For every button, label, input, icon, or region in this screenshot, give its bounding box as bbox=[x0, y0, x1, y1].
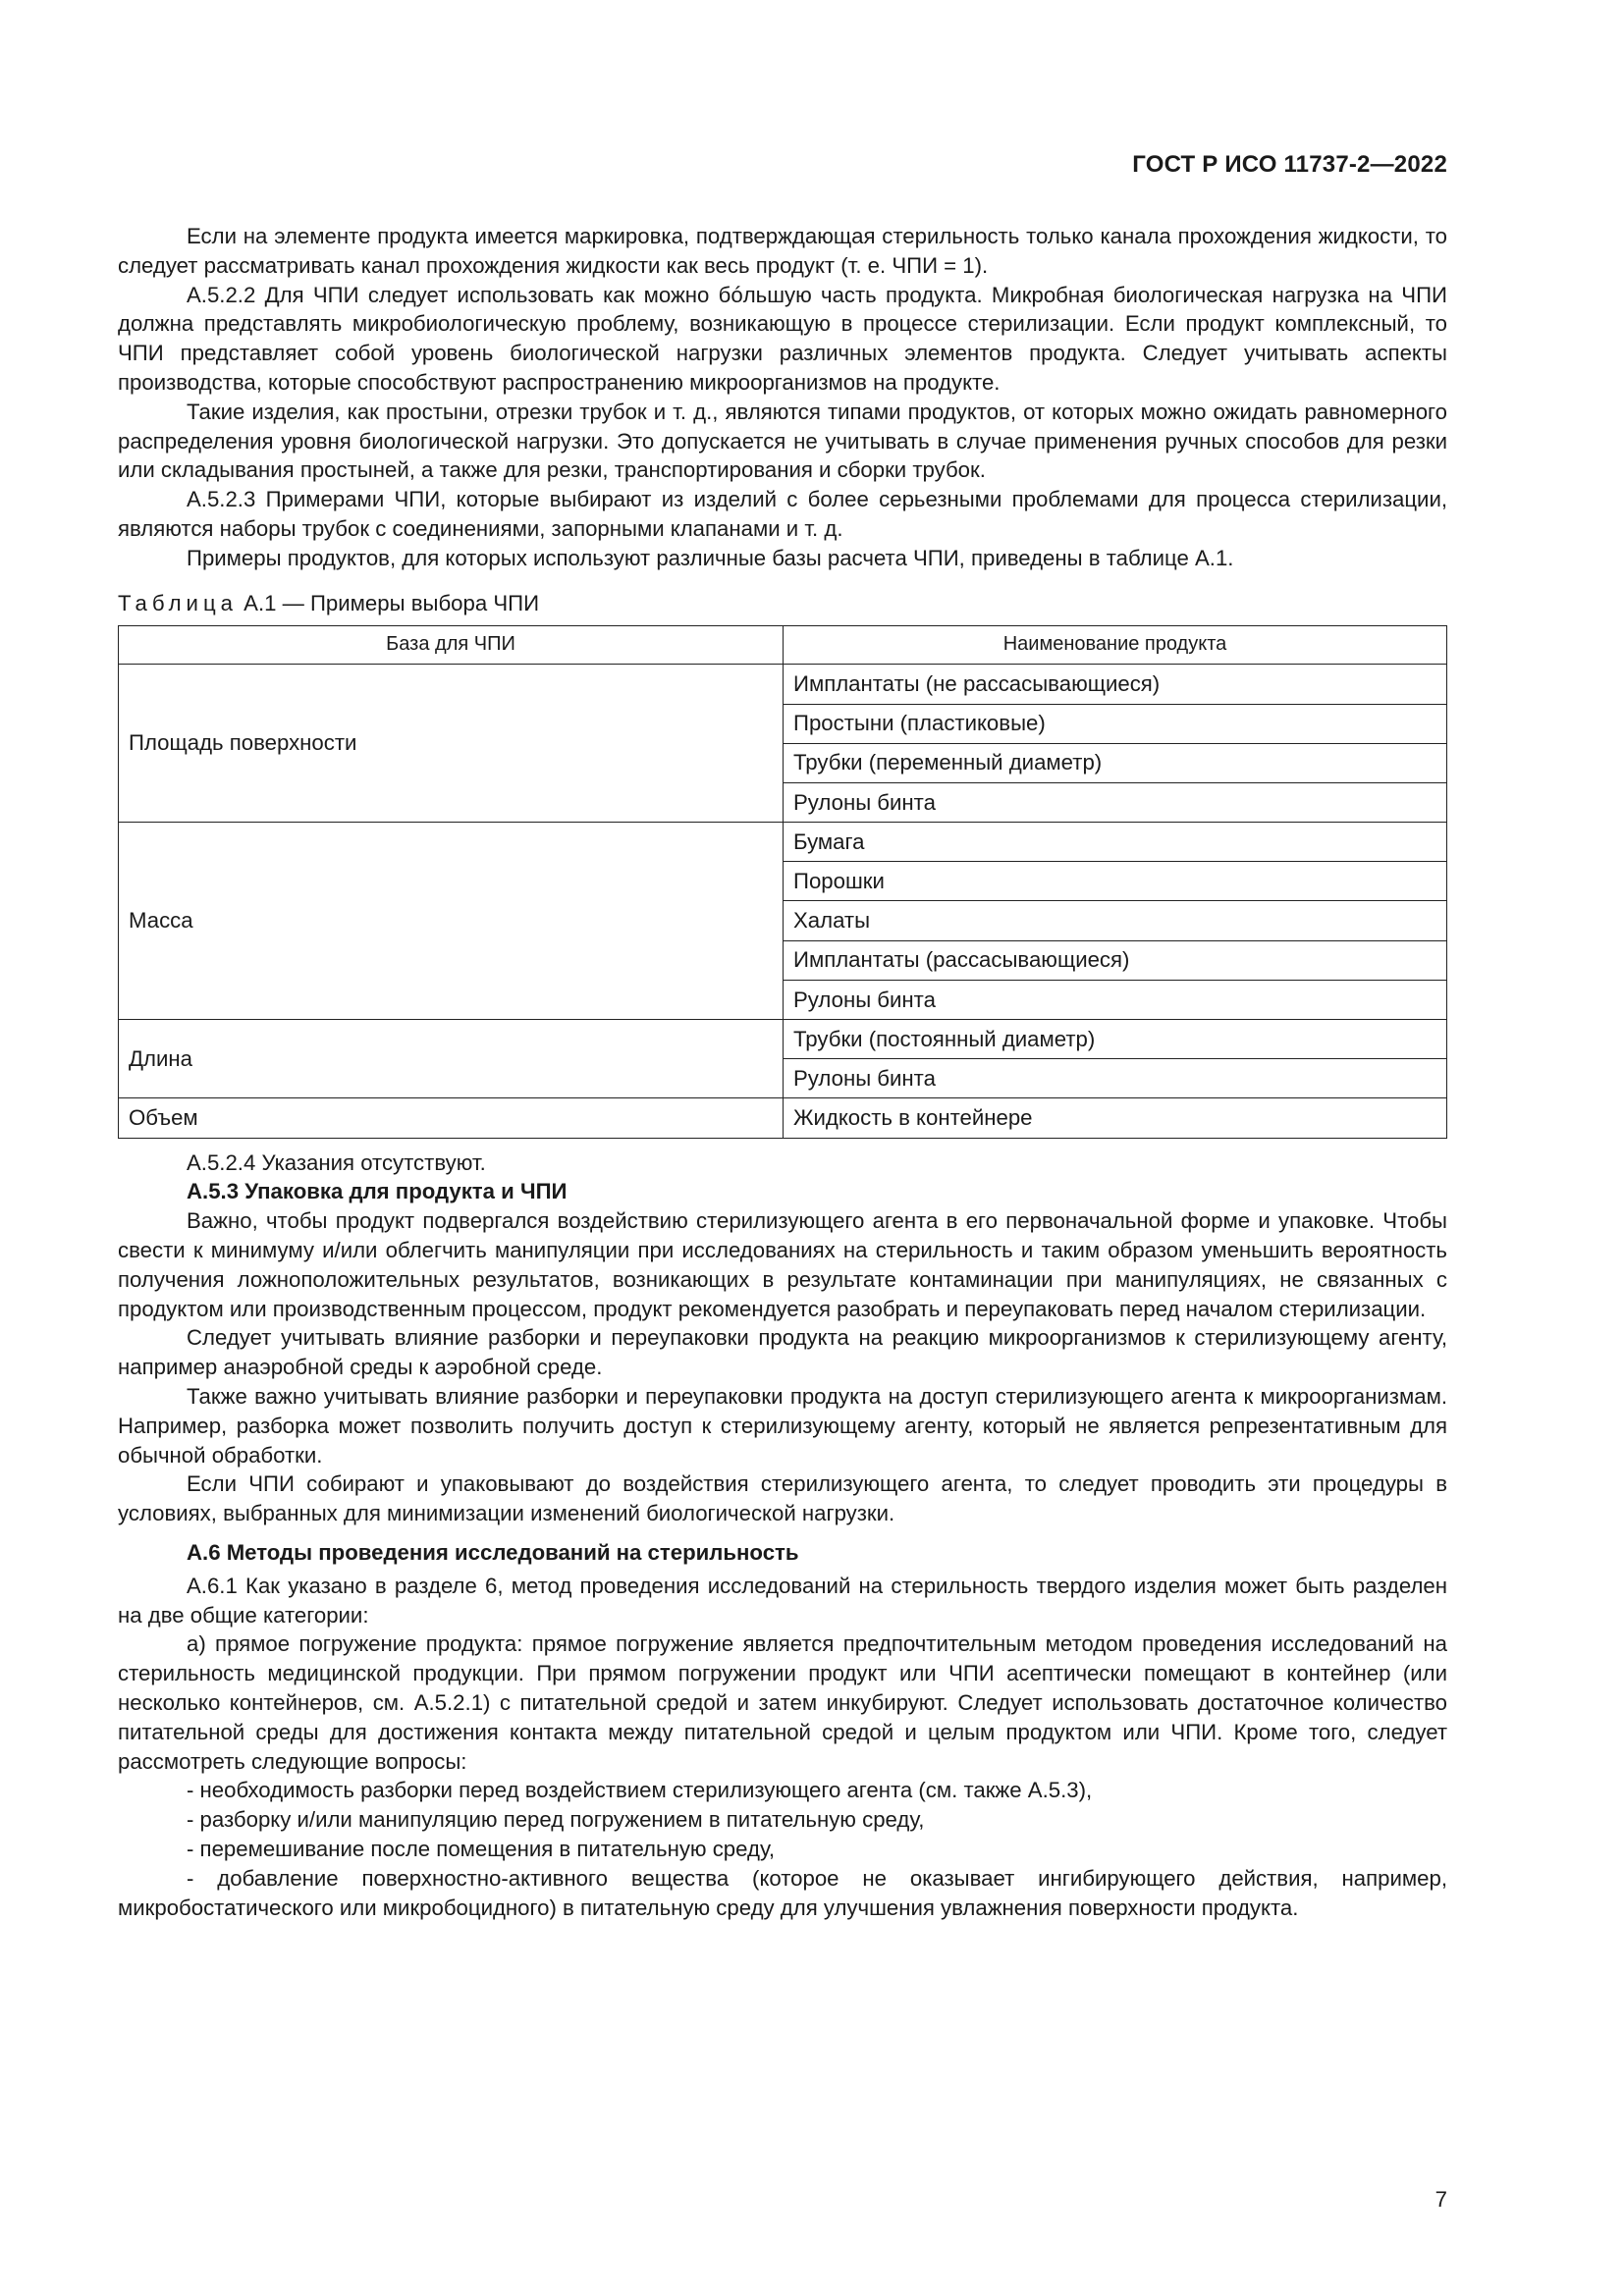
product-cell: Рулоны бинта bbox=[784, 980, 1447, 1019]
paragraph: Если на элементе продукта имеется маркировка, подтверждающая стерильность только канала прохождения жидкости, то следует рассматривать канал прохождения жидкости как весь продукт (т. е. ЧПИ = 1). bbox=[118, 224, 1447, 278]
product-cell: Имплантаты (не рассасывающиеся) bbox=[784, 665, 1447, 704]
paragraph: а) прямое погружение продукта: прямое погружение является предпочтительным методом проведения исследований на стерильность медицинской продукции. При прямом погружении продукт или ЧПИ асептически помещают в контейнер (или несколько контейнеров, см. А.5.2.1) с питательной средой и затем инкубируют. Следует использовать достаточное количество питательной среды для достижения контакта между питательной средой и целым продуктом или ЧПИ. Кроме того, следует рассмотреть следующие вопросы: bbox=[118, 1631, 1447, 1774]
table-row bbox=[119, 1020, 1447, 1059]
table-row bbox=[119, 665, 1447, 704]
table-row bbox=[119, 1098, 1447, 1138]
base-cell: Длина bbox=[119, 1020, 784, 1098]
product-cell: Рулоны бинта bbox=[784, 782, 1447, 822]
product-cell: Простыни (пластиковые) bbox=[784, 704, 1447, 743]
list-item: - добавление поверхностно-активного вещества (которое не оказывает ингибирующего действия, например, микробостатического или микробоцидного) в питательную среду для улучшения увлажнения поверхности продукта. bbox=[118, 1865, 1447, 1920]
paragraph: А.5.2.4 Указания отсутствуют. bbox=[187, 1149, 486, 1175]
paragraph: Такие изделия, как простыни, отрезки трубок и т. д., являются типами продуктов, от которых можно ожидать равномерного распределения уровня биологической нагрузки. Это допускается не учитывать в случае применения ручных способов для резки или складывания простыней, а также для резки, транспортирования и сборки трубок. bbox=[118, 399, 1447, 483]
paragraph: Важно, чтобы продукт подвергался воздействию стерилизующего агента в его первоначальной форме и упаковке. Чтобы свести к минимуму и/или облегчить манипуляции при исследованиях на стерильность и таким образом уменьшить вероятность получения ложноположительных результатов, возникающих в результате контаминации при манипуляциях, не связанных с продуктом или производственным процессом, продукт рекомендуется разобрать и переупаковать перед началом стерилизации. bbox=[118, 1208, 1447, 1321]
table-row bbox=[119, 823, 1447, 862]
product-cell: Рулоны бинта bbox=[784, 1059, 1447, 1098]
header-cell-base: База для ЧПИ bbox=[119, 626, 784, 665]
base-cell: Объем bbox=[119, 1098, 784, 1138]
list-item: - необходимость разборки перед воздействием стерилизующего агента (см. также А.5.3), bbox=[187, 1778, 1093, 1803]
table-caption-title: А.1 — Примеры выбора ЧПИ bbox=[238, 590, 540, 615]
paragraph: Следует учитывать влияние разборки и переупаковки продукта на реакцию микроорганизмов к стерилизующему агенту, например анаэробной среды к аэробной среде. bbox=[118, 1325, 1447, 1380]
product-cell: Жидкость в контейнере bbox=[784, 1098, 1447, 1138]
list-item: - перемешивание после помещения в питательную среду, bbox=[187, 1836, 775, 1861]
table-a1 bbox=[118, 625, 1447, 1138]
table-header-row bbox=[119, 626, 1447, 665]
paragraph: А.5.2.2 Для ЧПИ следует использовать как можно бóльшую часть продукта. Микробная биологическая нагрузка на ЧПИ должна представлять микробиологическую проблему, возникающую в процессе стерилизации. Если продукт комплексный, то ЧПИ представляет собой уровень биологической нагрузки различных элементов продукта. Следует учитывать аспекты производства, которые способствуют распространению микроорганизмов на продукте. bbox=[118, 282, 1447, 395]
paragraph: А.6.1 Как указано в разделе 6, метод проведения исследований на стерильность твердого изделия может быть разделен на две общие категории: bbox=[118, 1573, 1447, 1628]
section-heading-a53: А.5.3 Упаковка для продукта и ЧПИ bbox=[187, 1179, 568, 1204]
paragraph: Примеры продуктов, для которых используют различные базы расчета ЧПИ, приведены в таблице А.1. bbox=[187, 545, 1234, 570]
product-cell: Трубки (постоянный диаметр) bbox=[784, 1020, 1447, 1059]
product-cell: Халаты bbox=[784, 901, 1447, 940]
list-item: - разборку и/или манипуляцию перед погружением в питательную среду, bbox=[187, 1807, 925, 1833]
header-cell-product: Наименование продукта bbox=[784, 626, 1447, 665]
product-cell: Имплантаты (рассасывающиеся) bbox=[784, 940, 1447, 980]
paragraph: А.5.2.3 Примерами ЧПИ, которые выбирают из изделий с более серьезными проблемами для процесса стерилизации, являются наборы трубок с соединениями, запорными клапанами и т. д. bbox=[118, 487, 1447, 541]
base-cell: Площадь поверхности bbox=[119, 665, 784, 823]
section-heading-a6: А.6 Методы проведения исследований на стерильность bbox=[187, 1539, 799, 1565]
table-caption-label: Таблица bbox=[118, 590, 238, 615]
product-cell: Порошки bbox=[784, 862, 1447, 901]
paragraph: Также важно учитывать влияние разборки и переупаковки продукта на доступ стерилизующего агента к микроорганизмам. Например, разборка может позволить получить доступ к стерилизующему агенту, который не является репрезентативным для обычной обработки. bbox=[118, 1383, 1447, 1468]
base-cell: Масса bbox=[119, 823, 784, 1020]
paragraph: Если ЧПИ собирают и упаковывают до воздействия стерилизующего агента, то следует проводить эти процедуры в условиях, выбранных для минимизации изменений биологической нагрузки. bbox=[118, 1471, 1447, 1526]
product-cell: Бумага bbox=[784, 823, 1447, 862]
table-caption bbox=[118, 589, 1447, 618]
page-content bbox=[118, 222, 1447, 1922]
product-cell: Трубки (переменный диаметр) bbox=[784, 743, 1447, 782]
page-number: 7 bbox=[1435, 2187, 1447, 2212]
standard-header: ГОСТ Р ИСО 11737-2—2022 bbox=[1132, 151, 1447, 178]
